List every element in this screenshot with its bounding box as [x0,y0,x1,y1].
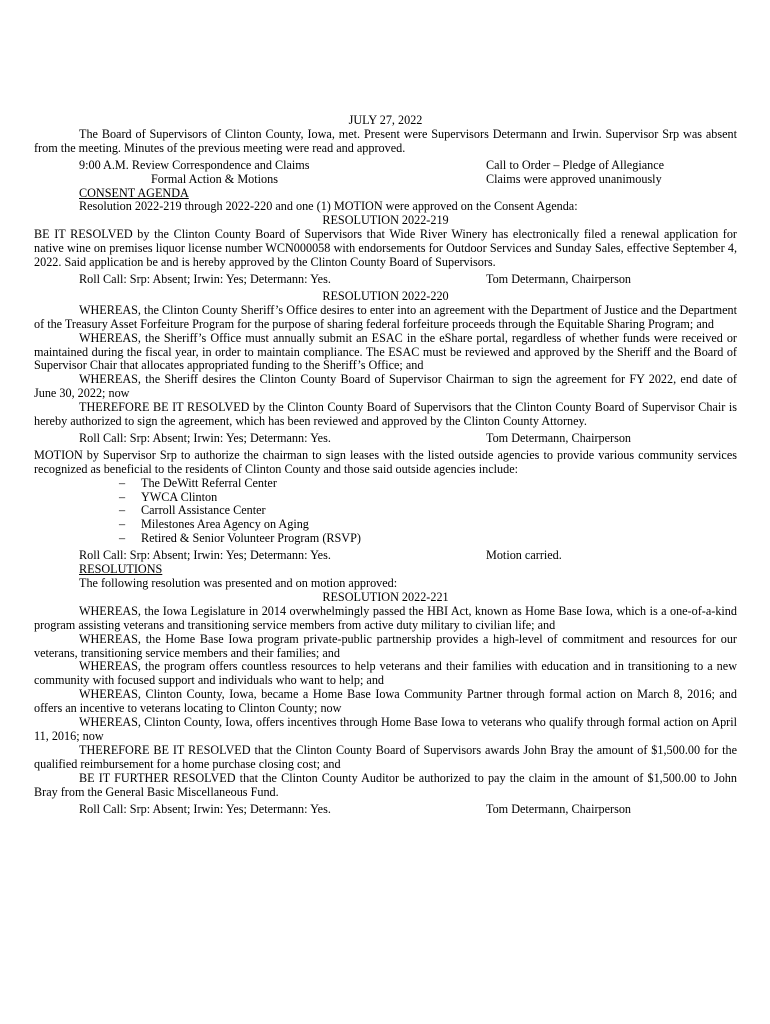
list-item: – Milestones Area Agency on Aging [119,517,309,532]
roll-call: Roll Call: Srp: Absent; Irwin: Yes; Determann: Yes. [79,801,331,816]
consent-agenda-heading: CONSENT AGENDA [79,185,189,200]
consent-agenda-intro: Resolution 2022-219 through 2022-220 and one (1) MOTION were approved on the Consent Agenda: [79,199,578,214]
motion-paragraph: MOTION by Supervisor Srp to authorize the chairman to sign leases with the listed outside agencies to provide various community services recognized as beneficial to the residents of Clinton County and those said outside agencies include: [34,447,737,476]
schedule-item: Call to Order – Pledge of Allegiance [486,157,665,172]
roll-call: Roll Call: Srp: Absent; Irwin: Yes; Determann: Yes. [79,548,331,563]
meeting-date: JULY 27, 2022 [348,113,423,127]
whereas-paragraph: WHEREAS, Clinton County, Iowa, offers incentives through Home Base Iowa to veterans who qualify through formal action on April 11, 2016; now [34,715,737,743]
schedule-row [34,159,737,173]
list-item: – Carroll Assistance Center [119,503,266,518]
resolution-221-title: RESOLUTION 2022-221 [322,589,449,604]
therefore-paragraph: THEREFORE BE IT RESOLVED that the Clinton County Board of Supervisors awards John Bray the amount of $1,500.00 for the qualified reimbursement for a home purchase closing cost; and [34,742,737,771]
further-resolved-paragraph: BE IT FURTHER RESOLVED that the Clinton County Auditor be authorized to pay the claim in the amount of $1,500.00 to John Bray from the General Basic Miscellaneous Fund. [34,770,737,799]
resolutions-heading: RESOLUTIONS [79,562,163,577]
list-item: – The DeWitt Referral Center [119,475,277,490]
resolution-219-body: BE IT RESOLVED by the Clinton County Board of Supervisors that Wide River Winery has electronically filed a renewal application for native wine on premises liquor license number WCN000058 with endorsements for Outdoor Services and Sunday Sales, effective September 4, 2022. Said application be and is hereby approved by the Clinton County Board of Supervisors. [34,227,737,270]
schedule-item: Claims were approved unanimously [486,171,662,186]
therefore-paragraph: THEREFORE BE IT RESOLVED by the Clinton County Board of Supervisors that the Clinton County Board of Supervisor Chair is hereby authorized to sign the agreement, which has been reviewed and approved by the Clinton County Attorney. [34,400,737,429]
roll-call-row [34,549,737,563]
resolutions-intro: The following resolution was presented and on motion approved: [79,576,398,590]
schedule-item: 9:00 A.M. Review Correspondence and Claims [79,157,310,172]
whereas-paragraph: WHEREAS, the Clinton County Sheriff’s Office desires to enter into an agreement with the Department of Justice and the Department of the Treasury Asset Forfeiture Program for the purpose of sharing federal forfeiture proceeds through the Equitable Sharing Program; and [34,302,737,331]
roll-call-row [34,273,737,287]
roll-call: Roll Call: Srp: Absent; Irwin: Yes; Determann: Yes. [79,430,331,445]
intro-paragraph: The Board of Supervisors of Clinton County, Iowa, met. Present were Supervisors Determann and Irwin. Supervisor Srp was absent from the meeting. Minutes of the previous meeting were read and approved. [34,126,737,155]
whereas-paragraph: WHEREAS, the Sheriff desires the Clinton County Board of Supervisor Chairman to sign the agreement for FY 2022, end date of June 30, 2022; now [34,372,737,401]
agency-list [34,477,737,547]
chair-signature: Tom Determann, Chairperson [486,430,632,445]
list-item: – YWCA Clinton [119,489,218,504]
schedule-row [34,173,737,187]
whereas-paragraph: WHEREAS, the Home Base Iowa program private-public partnership provides a high-level of commitment and resources for our veterans, transitioning service members and their families; and [34,631,737,660]
chair-signature: Tom Determann, Chairperson [486,801,632,816]
roll-call-row [34,432,737,446]
whereas-paragraph: WHEREAS, the program offers countless resources to help veterans and their families with education and in transitioning to a new community with focused support and individuals who want to help; and [34,659,737,688]
roll-call-row [34,803,737,817]
whereas-paragraph: WHEREAS, the Iowa Legislature in 2014 overwhelmingly passed the HBI Act, known as Home Base Iowa, which is a one-of-a-kind program assisting veterans and transitioning service members from active duty military to civilian life; and [34,603,737,632]
schedule-item: Formal Action & Motions [151,171,278,186]
list-item: – Retired & Senior Volunteer Program (RSVP) [119,531,361,546]
chair-signature: Tom Determann, Chairperson [486,271,632,286]
document-page [34,114,737,816]
resolution-220-title: RESOLUTION 2022-220 [322,288,449,303]
resolution-219-title: RESOLUTION 2022-219 [322,213,449,228]
motion-result: Motion carried. [486,548,562,563]
whereas-paragraph: WHEREAS, the Sheriff’s Office must annually submit an ESAC in the eShare portal, regardless of whether funds were received or maintained during the fiscal year, in order to maintain compliance. The ESAC must be reviewed and approved by the Sheriff and the Board of Supervisor Chair that allocates appropriated funding to the Sheriff’s Office; and [34,330,737,373]
roll-call: Roll Call: Srp: Absent; Irwin: Yes; Determann: Yes. [79,271,331,286]
whereas-paragraph: WHEREAS, Clinton County, Iowa, became a Home Base Iowa Community Partner through formal action on March 8, 2016; and offers an incentive to veterans locating to Clinton County; now [34,687,737,716]
